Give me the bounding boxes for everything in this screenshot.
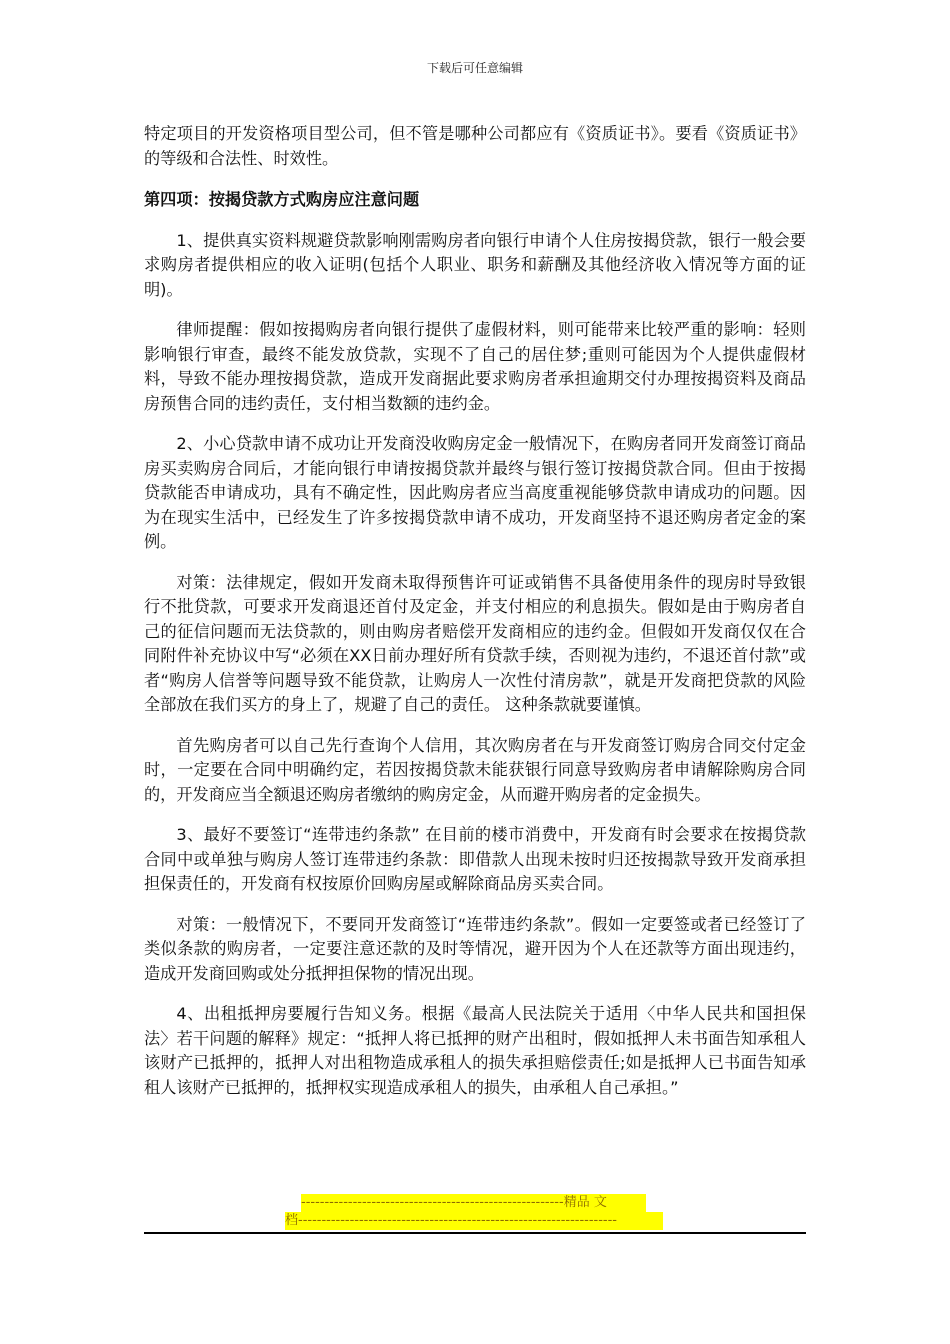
paragraph-countermeasure-1: 对策：法律规定，假如开发商未取得预售许可证或销售不具备使用条件的现房时导致银行不批贷款，可要求开发商退还首付及定金，并支付相应的利息损失。假如是由于购房者自己的征信问题而无法贷款的，则由购房者赔偿开发商相应的违约金。但假如开发商仅仅在合同附件补充协议中写“必须在XX日前办理好所有贷款手续，否则视为违约，不退还首付款”或者“购房人信誉等问题导致不能贷款，让购房人一次性付清房款”，就是开发商把贷款的风险全部放在我们买方的身上了，规避了自己的责任。 这种条款就要谨慎。 [144,572,806,714]
paragraph-lawyer-reminder: 律师提醒：假如按揭购房者向银行提供了虚假材料，则可能带来比较严重的影响：轻则影响银行审查，最终不能发放贷款，实现不了自己的居住梦;重则可能因为个人提供虚假材料，导致不能办理按揭贷款，造成开发商据此要求购房者承担逾期交付办理按揭资料及商品房预售合同的违约责任，支付相当数额的违约金。 [144,320,806,413]
footer-divider [144,1232,806,1234]
document-body [144,122,806,1116]
footer-banner-line-1: --------------------------------------------------------精品 文 [301,1194,646,1212]
footer-banner-line-2: 档-------------------------------------------------------------------- [285,1212,663,1230]
paragraph-item-4: 4、出租抵押房要履行告知义务。根据《最高人民法院关于适用〈中华人民共和国担保法〉若干问题的解释》规定：“抵押人将已抵押的财产出租时，假如抵押人未书面告知承租人该财产已抵押的，抵押人对出租物造成承租人的损失承担赔偿责任;如是抵押人已书面告知承租人该财产已抵押的，抵押权实现造成承租人的损失，由承租人自己承担。” [144,1004,806,1097]
paragraph-item-1: 1、提供真实资料规避贷款影响刚需购房者向银行申请个人住房按揭贷款，银行一般会要求购房者提供相应的收入证明(包括个人职业、职务和薪酬及其他经济收入情况等方面的证明)。 [144,230,806,299]
paragraph-item-3: 3、最好不要签订“连带违约条款” 在目前的楼市消费中，开发商有时会要求在按揭贷款合同中或单独与购房人签订连带违约条款：即借款人出现未按时归还按揭款导致开发商承担担保责任的，开发商有权按原价回购房屋或解除商品房买卖合同。 [144,825,806,893]
section-heading: 第四项：按揭贷款方式购房应注意问题 [144,190,420,209]
paragraph-item-2: 2、小心贷款申请不成功让开发商没收购房定金一般情况下，在购房者同开发商签订商品房买卖购房合同后，才能向银行申请按揭贷款并最终与银行签订按揭贷款合同。但由于按揭贷款能否申请成功，具有不确定性，因此购房者应当高度重视能够贷款申请成功的问题。因为在现实生活中，已经发生了许多按揭贷款申请不成功，开发商坚持不退还购房者定金的案例。 [144,434,806,551]
paragraph-credit-check: 首先购房者可以自己先行查询个人信用，其次购房者在与开发商签订购房合同交付定金时，一定要在合同中明确约定，若因按揭贷款未能获银行同意导致购房者申请解除购房合同的，开发商应当全额退还购房者缴纳的购房定金，从而避开购房者的定金损失。 [144,735,806,804]
footer-banner [285,1194,665,1230]
page-header-note: 下载后可任意编辑 [426,61,523,75]
paragraph-qualification: 特定项目的开发资格项目型公司，但不管是哪种公司都应有《资质证书》。要看《资质证书》的等级和合法性、时效性。 [144,124,806,168]
paragraph-countermeasure-2: 对策：一般情况下，不要同开发商签订“连带违约条款”。假如一定要签或者已经签订了类似条款的购房者，一定要注意还款的及时等情况，避开因为个人在还款等方面出现违约，造成开发商回购或处分抵押担保物的情况出现。 [144,914,806,983]
